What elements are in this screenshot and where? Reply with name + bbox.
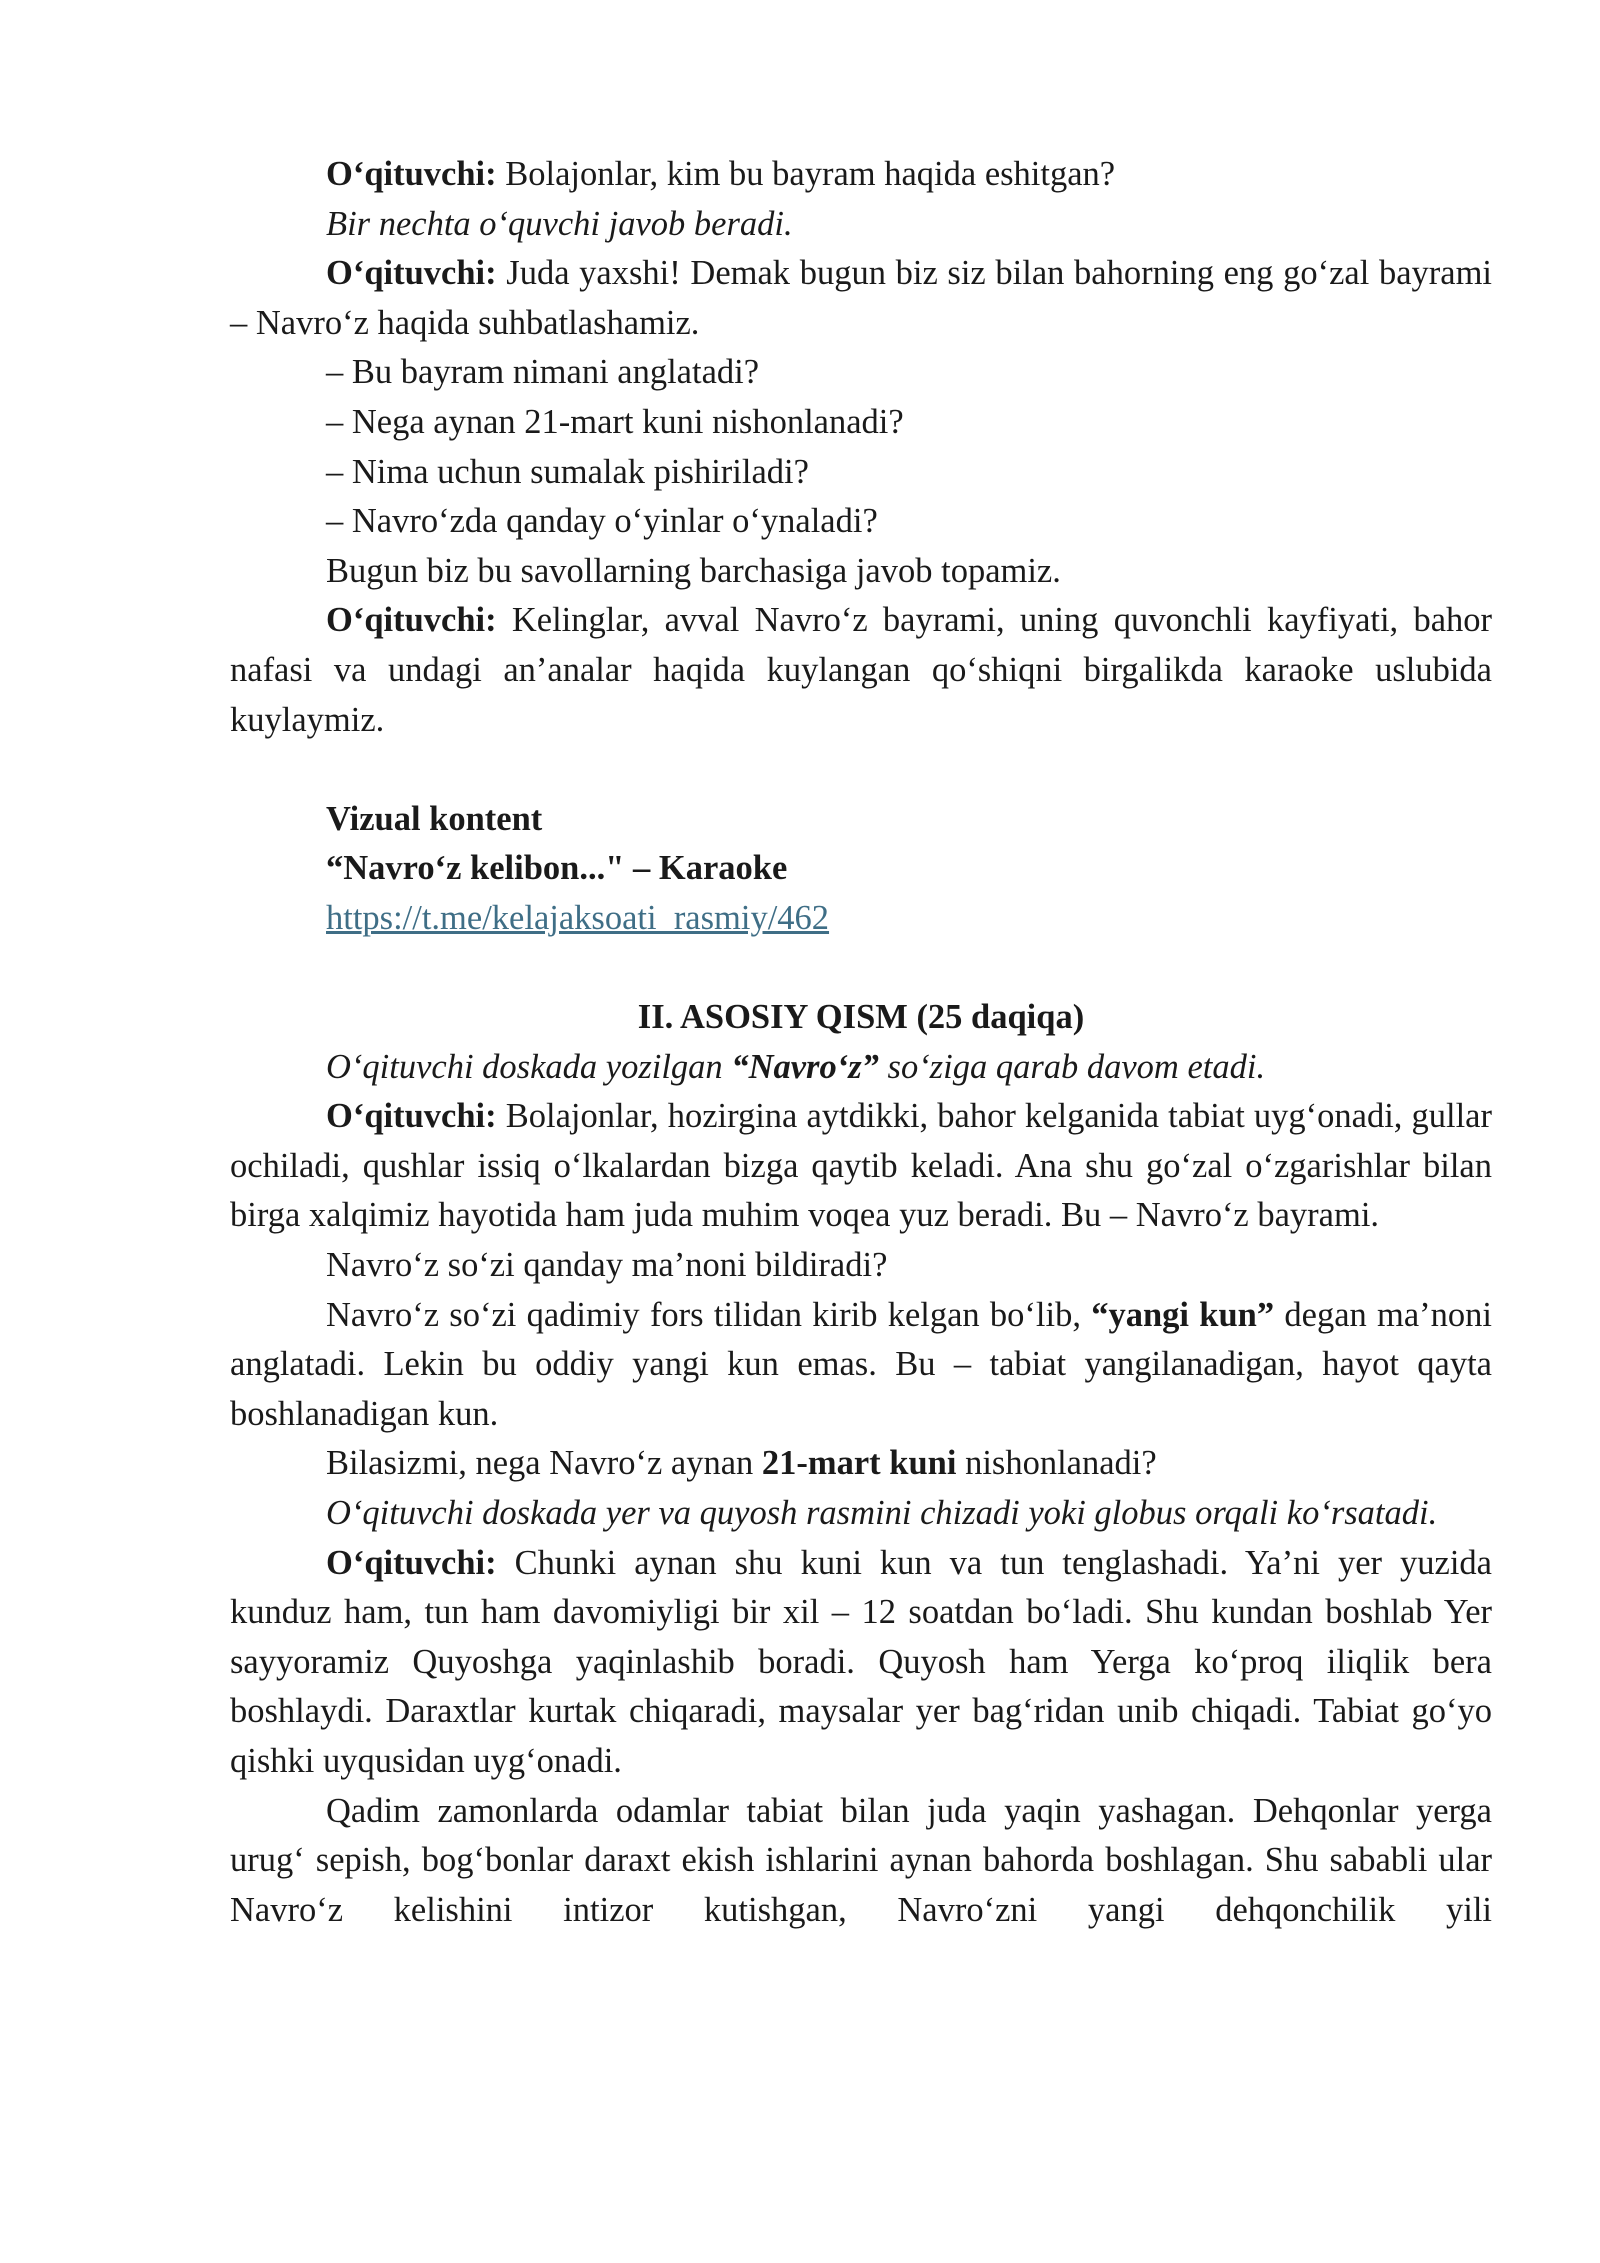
document-body — [230, 150, 1492, 1935]
paragraph-teacher-equinox — [230, 1539, 1492, 1787]
section-heading: II. ASOSIY QISM (25 daqiqa) — [637, 998, 1085, 1037]
paragraph-text: Bugun biz bu savollarning barchasiga javob topamiz. — [326, 551, 1061, 590]
paragraph-text: Bilasizmi, nega Navro‘z aynan — [326, 1444, 762, 1483]
stage-direction: O‘qituvchi doskada yer va quyosh rasmini chizadi yoki globus orqali ko‘rsatadi. — [326, 1494, 1438, 1533]
spacer — [230, 745, 1492, 795]
stage-direction-text: O‘qituvchi doskada yozilgan — [326, 1047, 732, 1086]
paragraph-teacher-question — [230, 150, 1492, 200]
paragraph-question: Navro‘z so‘zi qanday ma’noni bildiradi? — [326, 1246, 888, 1285]
paragraph-text: nishonlanadi? — [956, 1444, 1157, 1483]
paragraph-teacher-karaoke — [230, 596, 1492, 745]
emphasized-date: 21-mart kuni — [761, 1444, 957, 1483]
emphasized-phrase: “yangi kun” — [1091, 1295, 1275, 1334]
paragraph-date-question — [230, 1439, 1492, 1489]
speaker-label: O‘qituvchi: — [326, 601, 497, 640]
paragraph-teacher-spring — [230, 1092, 1492, 1241]
paragraph-text: Chunki aynan shu kuni kun va tun tenglashadi. Ya’ni yer yuzida kunduz ham, tun ham davomiyligi bir xil – 12 soatdan bo‘ladi. Shu kundan boshlab Yer sayyoramiz Quyoshga yaqinlashib boradi. Quyosh ham Yerga ko‘proq iliqlik bera boshlaydi. Daraxtlar kurtak chiqaradi, maysalar yer bag‘ridan unib chiqadi. Tabiat go‘yo qishki uyqusidan uyg‘onadi. — [230, 1543, 1492, 1780]
paragraph-text: Juda yaxshi! Demak bugun biz siz bilan bahorning eng go‘zal bayrami – Navro‘z haqida suhbatlashamiz. — [230, 254, 1492, 342]
paragraph-text: Kelinglar, avval Navro‘z bayrami, uning quvonchli kayfiyati, bahor nafasi va undagi an’analar haqida kuylangan qo‘shiqni birgalikda karaoke uslubida kuylaymiz. — [230, 601, 1492, 739]
question-item: – Nima uchun sumalak pishiriladi? — [326, 452, 809, 491]
paragraph-meaning — [230, 1291, 1492, 1440]
speaker-label: O‘qituvchi: — [326, 254, 497, 293]
speaker-label: O‘qituvchi: — [326, 155, 497, 193]
paragraph-text: Bolajonlar, kim bu bayram haqida eshitgan? — [496, 155, 1116, 193]
stage-direction-text: so‘ziga qarab davom etadi. — [878, 1047, 1266, 1086]
telegram-link[interactable]: https://t.me/kelajaksoati_rasmiy/462 — [326, 898, 830, 937]
karaoke-title: “Navro‘z kelibon..." – Karaoke — [326, 849, 788, 888]
link-line — [230, 894, 1492, 944]
visual-content-heading: Vizual kontent — [326, 799, 543, 838]
spacer — [230, 944, 1492, 994]
question-item: – Nega aynan 21-mart kuni nishonlanadi? — [326, 402, 904, 441]
stage-direction: Bir nechta o‘quvchi javob beradi. — [326, 204, 793, 243]
paragraph-text: degan ma’noni anglatadi. Lekin bu oddiy yangi kun emas. Bu – tabiat yangilanadigan, hayot qayta boshlanadigan kun. — [230, 1295, 1492, 1433]
paragraph-teacher-intro — [230, 249, 1492, 348]
paragraph-history: Qadim zamonlarda odamlar tabiat bilan juda yaqin yashagan. Dehqonlar yerga urug‘ sepish, bog‘bonlar daraxt ekish ishlarini aynan bahorda boshlagan. Shu sababli ular Navro‘z kelishini intizor kutishgan, Navro‘zni yangi dehqonchilik yili — [230, 1791, 1492, 1929]
question-item: – Navro‘zda qanday o‘yinlar o‘ynaladi? — [326, 502, 878, 541]
stage-direction — [230, 1043, 1492, 1093]
question-item: – Bu bayram nimani anglatadi? — [326, 353, 760, 392]
speaker-label: O‘qituvchi: — [326, 1543, 497, 1582]
paragraph-text: Navro‘z so‘zi qadimiy fors tilidan kirib kelgan bo‘lib, — [326, 1295, 1092, 1334]
paragraph-text: Bolajonlar, hozirgina aytdikki, bahor kelganida tabiat uyg‘onadi, gullar ochiladi, qushlar issiq o‘lkalardan bizga qaytib keladi. Ana shu go‘zal o‘zgarishlar bilan birga xalqimiz hayotida ham juda muhim voqea yuz beradi. Bu – Navro‘z bayrami. — [230, 1097, 1492, 1235]
speaker-label: O‘qituvchi: — [326, 1097, 497, 1136]
emphasized-word: “Navro‘z” — [731, 1047, 879, 1086]
